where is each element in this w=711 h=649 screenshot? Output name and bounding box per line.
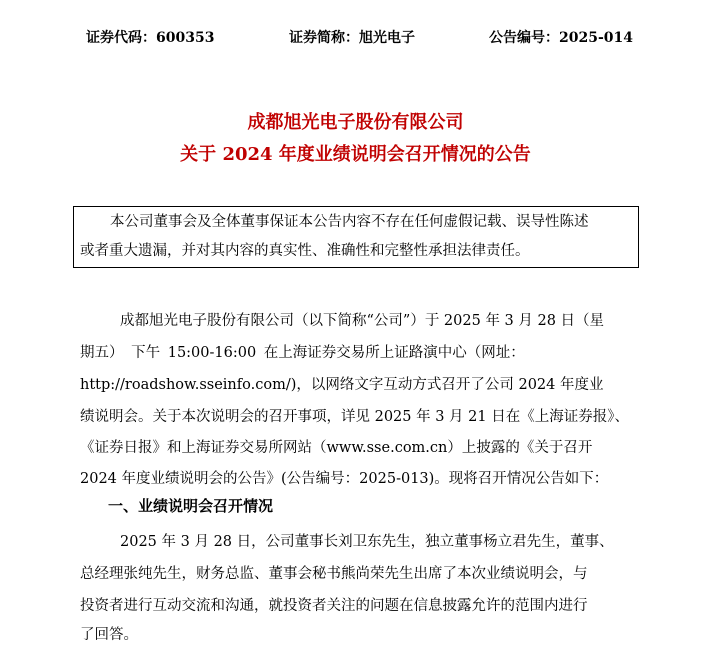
section-line: 投资者进行互动交流和沟通，就投资者关注的问题在信息披露允许的范围内进行 bbox=[80, 598, 588, 614]
section-heading: 一、业绩说明会召开情况 bbox=[108, 497, 274, 515]
disclaimer-line: 或者重大遗漏，并对其内容的真实性、准确性和完整性承担法律责任。 bbox=[80, 243, 530, 259]
stock-code: 证券代码：600353 bbox=[86, 30, 215, 46]
announcement-title: 关于 2024 年度业绩说明会召开情况的公告 bbox=[180, 144, 531, 165]
stock-abbreviation: 证券简称：旭光电子 bbox=[289, 30, 415, 46]
company-title: 成都旭光电子股份有限公司 bbox=[247, 112, 464, 133]
section-line: 了回答。 bbox=[80, 627, 138, 643]
document-header bbox=[0, 27, 711, 51]
intro-line: 成都旭光电子股份有限公司（以下简称“公司”）于 2025 年 3 月 28 日（星 bbox=[120, 313, 605, 329]
intro-line: 期五） 下午 15:00-16:00 在上海证券交易所上证路演中心（网址： bbox=[80, 345, 525, 361]
disclaimer-box bbox=[73, 206, 639, 268]
intro-line: 绩说明会。关于本次说明会的召开事项，详见 2025 年 3 月 21 日在《上海证券报》、 bbox=[80, 409, 629, 425]
section-line: 2025 年 3 月 28 日，公司董事长刘卫东先生，独立董事杨立君先生，董事、 bbox=[120, 534, 614, 550]
intro-line: http://roadshow.sseinfo.com/)，以网络文字互动方式召开了公司 2024 年度业 bbox=[80, 377, 604, 393]
intro-line: 2024 年度业绩说明会的公告》(公告编号：2025-013)。现将召开情况公告如下： bbox=[80, 471, 609, 487]
announcement-number: 公告编号：2025-014 bbox=[489, 30, 633, 46]
disclaimer-line: 本公司董事会及全体董事保证本公告内容不存在任何虚假记载、误导性陈述 bbox=[110, 214, 589, 230]
section-line: 总经理张纯先生，财务总监、董事会秘书熊尚荣先生出席了本次业绩说明会，与 bbox=[80, 566, 588, 582]
intro-line: 《证券日报》和上海证券交易所网站（www.sse.com.cn）上披露的《关于召开 bbox=[80, 440, 593, 456]
